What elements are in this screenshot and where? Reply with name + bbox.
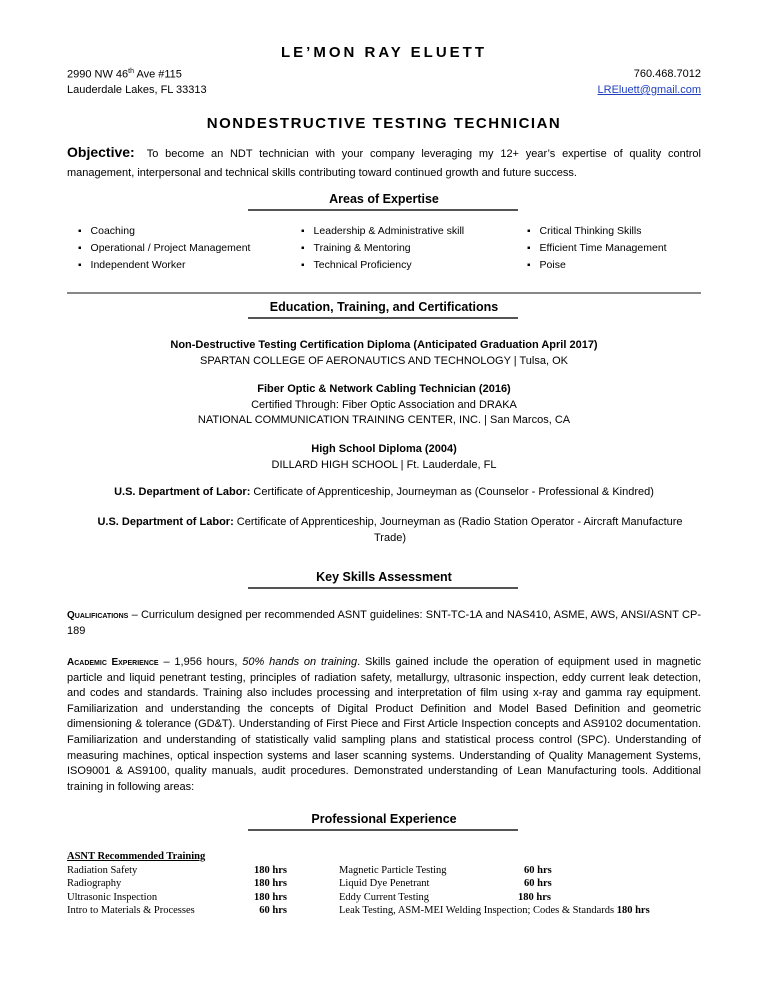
expertise-item: ▪ Poise [527, 257, 667, 274]
expertise-item: ▪ Training & Mentoring [301, 240, 464, 257]
dol-label: U.S. Department of Labor: [97, 516, 234, 528]
training-name: Eddy Current Testing [339, 891, 430, 903]
expertise-item: ▪ Efficient Time Management [527, 240, 667, 257]
expertise-item: ▪ Operational / Project Management [78, 240, 250, 257]
academic-label: Academic Experience [67, 657, 159, 668]
expertise-item: ▪ Coaching [78, 223, 250, 240]
training-name: Magnetic Particle Testing [339, 865, 447, 876]
qualifications-text: – Curriculum designed per recommended ASNT guidelines: SNT-TC-1A and NAS410, ASME, AWS, ANSI/ASNT CP-189 [67, 609, 701, 637]
training-name: Intro to Materials & Processes [67, 904, 195, 916]
academic-italic: 50% hands on training [242, 656, 358, 668]
expertise-column-3 [527, 223, 667, 274]
candidate-name: LE’MON RAY ELUETT [280, 44, 488, 61]
address-line-1: 2990 NW 46th Ave #115 [67, 68, 182, 81]
training-hours: 180 hrs [254, 865, 287, 876]
section-divider [248, 829, 518, 831]
email-link[interactable]: LREluett@gmail.com [597, 84, 701, 96]
training-row [339, 877, 684, 890]
training-heading: ASNT Recommended Training [67, 851, 206, 862]
expertise-column-2 [301, 223, 464, 274]
education-title: High School Diploma (2004) [311, 443, 457, 455]
dol-label: U.S. Department of Labor: [114, 486, 251, 498]
objective-text: To become an NDT technician with your company leveraging my 12+ year’s expertise of quality control management, interpersonal and technical skills contributing toward continued growth and future success. [67, 148, 701, 179]
education-title: Non-Destructive Testing Certification Diploma (Anticipated Graduation April 2017) [170, 339, 598, 351]
training-row [339, 904, 684, 917]
education-entry [0, 338, 768, 369]
education-line: SPARTAN COLLEGE OF AERONAUTICS AND TECHNOLOGY | Tulsa, OK [200, 354, 568, 367]
training-left-column [67, 864, 287, 917]
section-divider [67, 292, 701, 294]
expertise-item: ▪ Independent Worker [78, 257, 250, 274]
education-entry [0, 442, 768, 473]
expertise-item: ▪ Leadership & Administrative skill [301, 223, 464, 240]
academic-hours: – 1,956 hours, [158, 656, 243, 668]
qualifications-label: Qualifications [67, 610, 129, 621]
training-name: Ultrasonic Inspection [67, 891, 158, 903]
training-hours: 180 hrs [616, 904, 650, 916]
academic-text: . Skills gained include the operation of equipment used in magnetic particle and liquid penetrant testing, principles of radiation safety, metallurgy, ultrasonic inspection, eddy current leak detection, and codes and standards. Training also includes processing and interpretation of film using x-ray and gamma ray equipment. Familiarization and understanding the concepts of Digital Product Definition and Model Based Definition and geometric dimensioning & tolerance (GD&T). Understanding of First Piece and First Article Inspection concepts and AS9102 documentation. Familiarization and understanding of statistically valid sampling plans and statistical process control (SPC). Understanding of measuring machines, optical inspection systems and laser scanning systems. Understanding of Quality Management Systems, ISO9001 & AS9100, quality manuals, audit procedures. Demonstrated understanding of Lean Manufacturing tools. Additional training in following areas: [67, 656, 701, 793]
academic-paragraph [67, 655, 701, 795]
education-heading: Education, Training, and Certifications [269, 300, 499, 314]
objective [67, 143, 701, 183]
training-hours: 60 hrs [259, 904, 287, 916]
training-table [67, 851, 205, 862]
education-title: Fiber Optic & Network Cabling Technician (2016) [257, 383, 511, 395]
training-row [67, 877, 287, 890]
training-row [339, 891, 684, 904]
education-line: Certified Through: Fiber Optic Association and DRAKA [251, 398, 517, 411]
expertise-item: ▪ Technical Proficiency [301, 257, 464, 274]
job-title: NONDESTRUCTIVE TESTING TECHNICIAN [206, 115, 562, 132]
expertise-column-1 [78, 223, 250, 274]
training-row [67, 891, 287, 904]
training-hours: 180 hrs [254, 891, 287, 903]
address-line-2: Lauderdale Lakes, FL 33313 [67, 84, 207, 96]
training-row [339, 864, 684, 877]
section-divider [248, 317, 518, 319]
section-divider [248, 209, 518, 211]
training-hours: 60 hrs [524, 878, 552, 890]
skills-heading: Key Skills Assessment [316, 570, 452, 584]
expertise-heading: Areas of Expertise [329, 192, 439, 206]
dol-certificate [95, 515, 685, 546]
expertise-item: ▪ Critical Thinking Skills [527, 223, 667, 240]
training-name: Radiation Safety [67, 865, 138, 876]
education-line: NATIONAL COMMUNICATION TRAINING CENTER, INC. | San Marcos, CA [197, 414, 571, 426]
experience-heading: Professional Experience [311, 812, 457, 826]
training-hours: 180 hrs [254, 878, 287, 890]
training-hours: 180 hrs [518, 891, 551, 903]
education-line: DILLARD HIGH SCHOOL | Ft. Lauderdale, FL [271, 458, 497, 471]
training-name: Radiography [67, 878, 122, 890]
dol-text: Certificate of Apprenticeship, Journeyman as (Counselor - Professional & Kindred) [250, 486, 654, 498]
section-divider [248, 587, 518, 589]
training-row [67, 904, 287, 917]
phone-number: 760.468.7012 [633, 68, 701, 80]
training-row [67, 864, 287, 877]
objective-label: Objective: [67, 144, 135, 160]
dol-text: Certificate of Apprenticeship, Journeyman as (Radio Station Operator - Aircraft Manufacture Trade) [233, 516, 683, 544]
education-entry [0, 382, 768, 429]
training-hours: 60 hrs [524, 865, 552, 876]
training-right-column [339, 864, 684, 917]
training-name: Leak Testing, ASM-MEI Welding Inspection; Codes & Standards [339, 904, 615, 916]
qualifications-paragraph [67, 608, 701, 639]
training-name: Liquid Dye Penetrant [339, 878, 430, 890]
dol-certificate [67, 485, 701, 501]
